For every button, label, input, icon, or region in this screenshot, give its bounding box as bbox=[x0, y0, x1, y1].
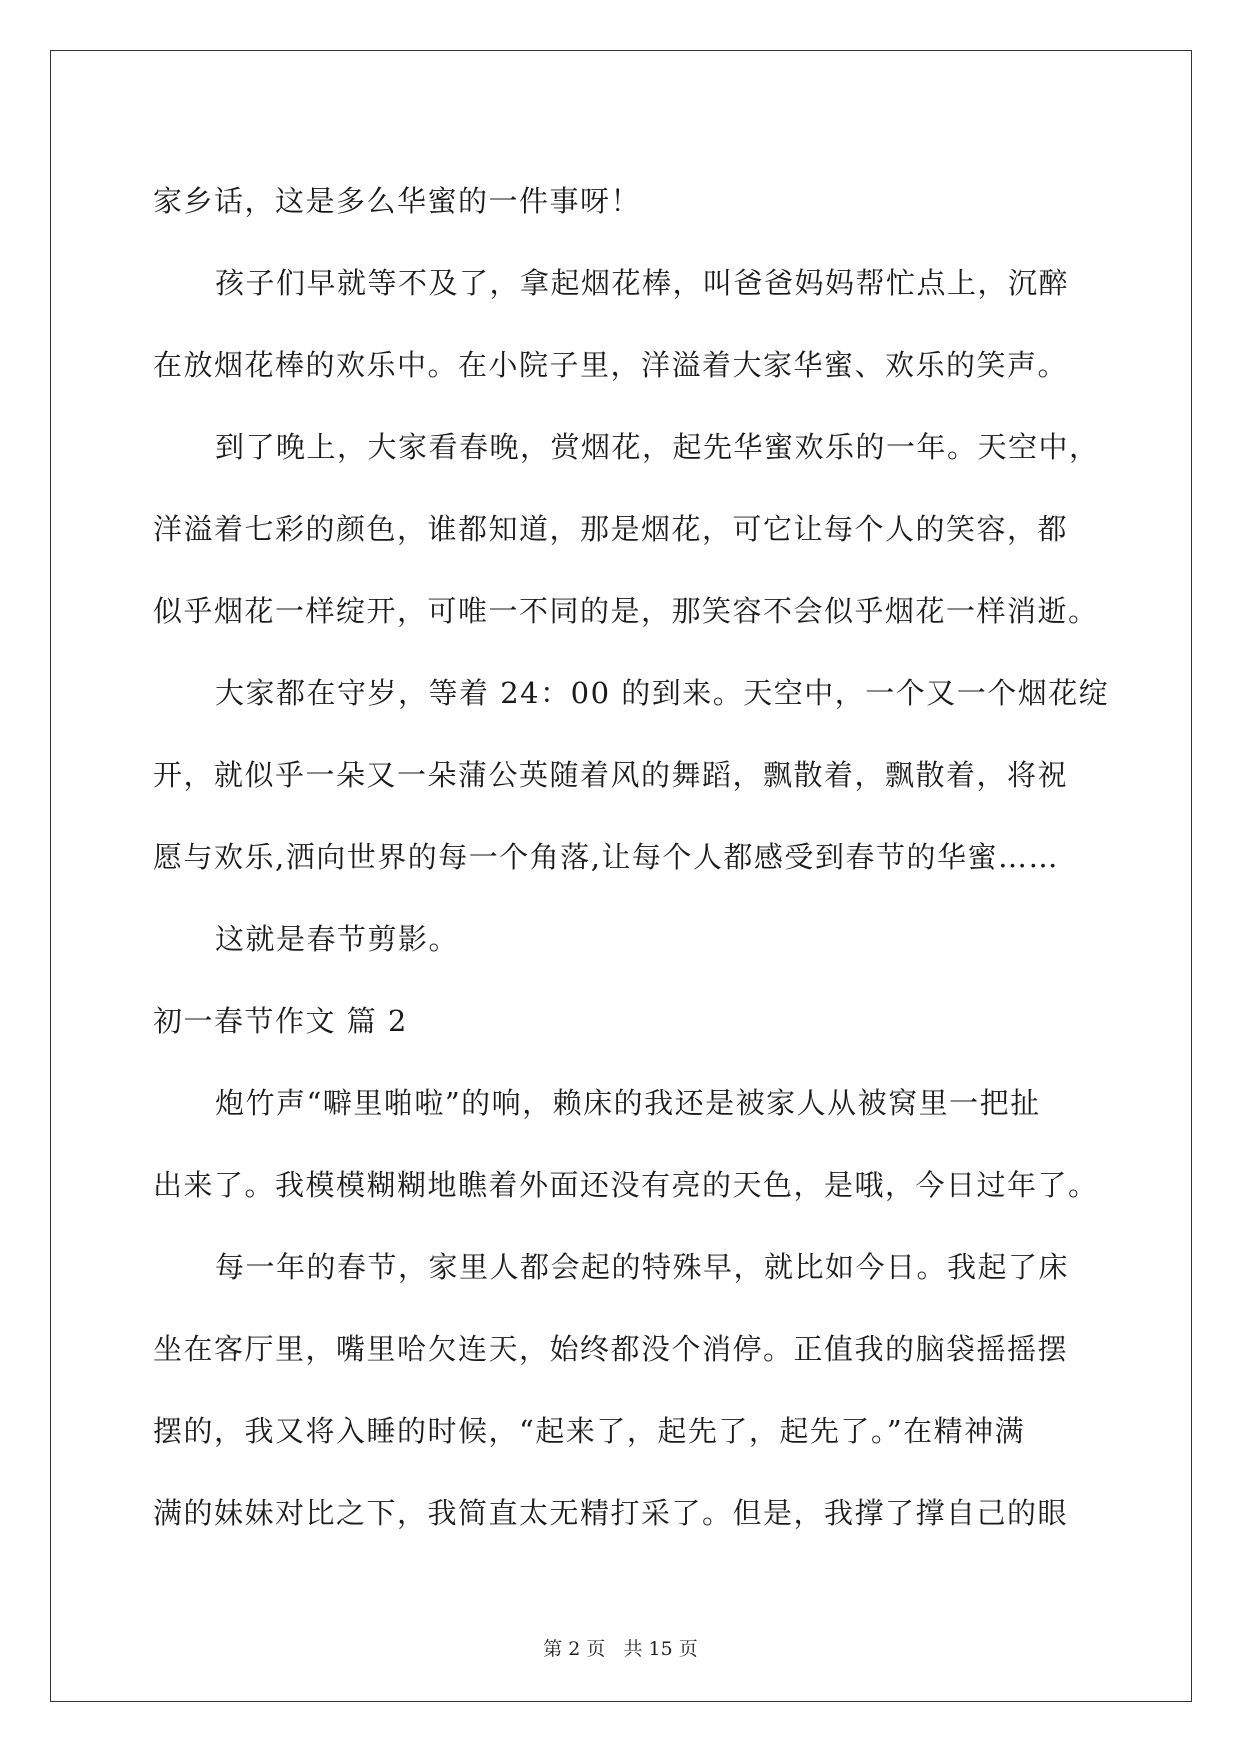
text-line: 到了晚上，大家看春晚，赏烟花，起先华蜜欢乐的一年。天空中， bbox=[215, 430, 1100, 464]
text-line: 孩子们早就等不及了，拿起烟花棒，叫爸爸妈妈帮忙点上，沉醉 bbox=[215, 266, 1070, 300]
text-line: 洋溢着七彩的颜色，谁都知道，那是烟花，可它让每个人的笑容，都 bbox=[153, 512, 1069, 546]
text-line: 似乎烟花一样绽开，可唯一不同的是，那笑容不会似乎烟花一样消逝。 bbox=[153, 594, 1099, 628]
text-line: 这就是春节剪影。 bbox=[215, 922, 460, 956]
text-line: 坐在客厅里，嘴里哈欠连天，始终都没个消停。正值我的脑袋摇摇摆 bbox=[153, 1332, 1069, 1366]
document-body bbox=[153, 160, 1110, 1554]
text-line: 满的妹妹对比之下，我简直太无精打采了。但是，我撑了撑自己的眼 bbox=[153, 1496, 1069, 1530]
text-line: 大家都在守岁，等着 24：00 的到来。天空中，一个又一个烟花绽 bbox=[215, 676, 1110, 710]
page-number-current: 第 2 页 bbox=[543, 1638, 606, 1660]
text-line: 摆的，我又将入睡的时候，“起来了，起先了，起先了。”在精神满 bbox=[153, 1414, 1026, 1448]
text-line: 出来了。我模模糊糊地瞧着外面还没有亮的天色，是哦，今日过年了。 bbox=[153, 1168, 1099, 1202]
page-footer bbox=[0, 1634, 1241, 1661]
text-line: 炮竹声“噼里啪啦”的响，赖床的我还是被家人从被窝里一把扯 bbox=[215, 1086, 1041, 1120]
section-heading: 初一春节作文 篇 2 bbox=[153, 1004, 408, 1038]
text-line: 在放烟花棒的欢乐中。在小院子里，洋溢着大家华蜜、欢乐的笑声。 bbox=[153, 348, 1069, 382]
page-number-total: 共 15 页 bbox=[623, 1638, 698, 1660]
text-line: 开，就似乎一朵又一朵蒲公英随着风的舞蹈，飘散着，飘散着，将祝 bbox=[153, 758, 1069, 792]
text-line: 家乡话，这是多么华蜜的一件事呀！ bbox=[153, 184, 642, 218]
text-line: 每一年的春节，家里人都会起的特殊早，就比如今日。我起了床 bbox=[215, 1250, 1070, 1284]
text-line: 愿与欢乐,洒向世界的每一个角落,让每个人都感受到春节的华蜜…… bbox=[153, 840, 1059, 874]
